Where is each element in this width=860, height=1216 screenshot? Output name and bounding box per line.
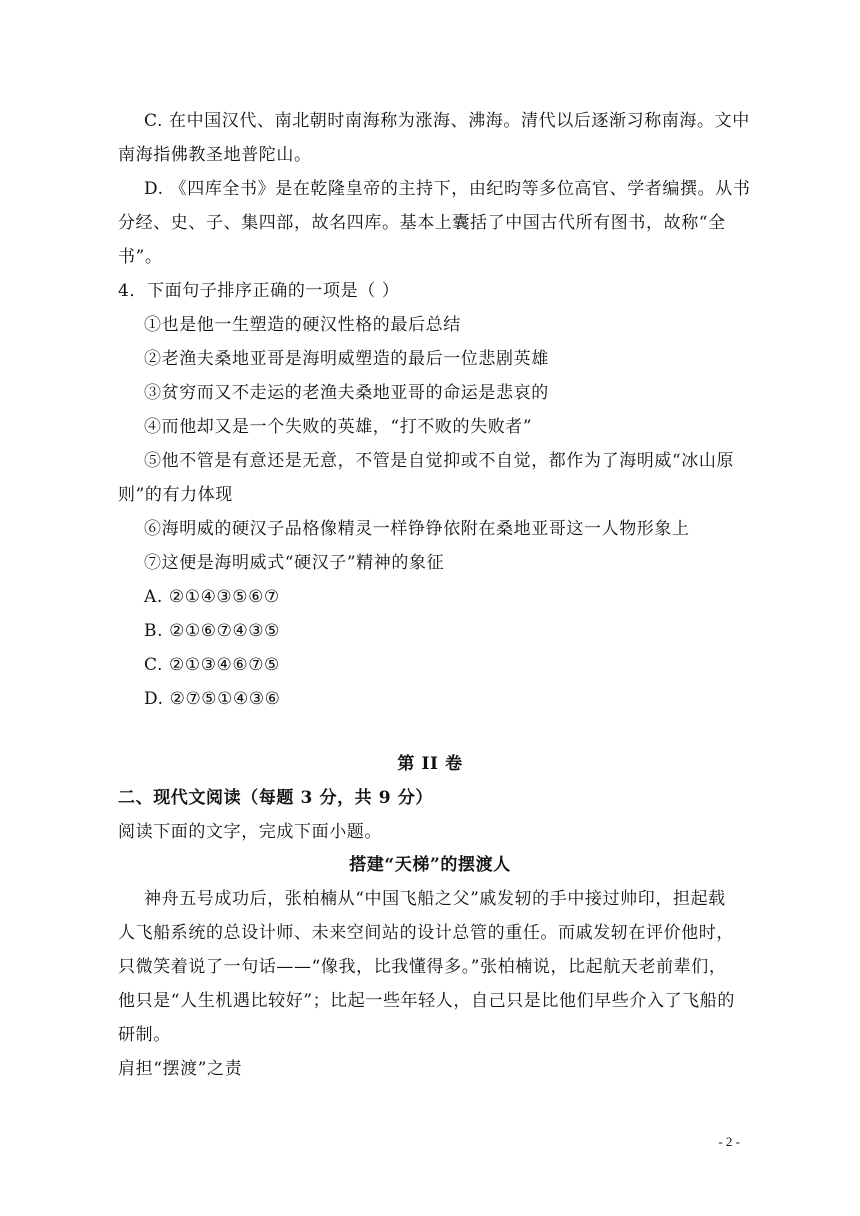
q4-option-a: A. ②①④③⑤⑥⑦: [144, 587, 280, 607]
question-4-stem: 4．下面句子排序正确的一项是（ ）: [118, 281, 400, 301]
article-subheading: 肩担“摆渡”之责: [118, 1059, 243, 1079]
sentence-2: ②老渔夫桑地亚哥是海明威塑造的最后一位悲剧英雄: [144, 349, 549, 369]
option-d-line-3: 书”。: [118, 247, 163, 267]
sentence-5-cont: 则”的有力体现: [118, 485, 233, 505]
q4-option-d: D. ②⑦⑤①④③⑥: [144, 689, 281, 709]
sentence-1: ①也是他一生塑造的硬汉性格的最后总结: [144, 315, 461, 335]
article-line-1: 神舟五号成功后，张柏楠从“中国飞船之父”戚发轫的手中接过帅印，担起载: [144, 889, 726, 909]
sentence-5: ⑤他不管是有意还是无意，不管是自觉抑或不自觉，都作为了海明威“冰山原: [144, 451, 735, 471]
sentence-7: ⑦这便是海明威式“硬汉子”精神的象征: [144, 553, 445, 573]
option-c-line-1: C. 在中国汉代、南北朝时南海称为涨海、沸海。清代以后逐渐习称南海。文中: [144, 111, 750, 131]
reading-instruction: 阅读下面的文字，完成下面小题。: [118, 822, 382, 842]
option-c-line-2: 南海指佛教圣地普陀山。: [118, 145, 312, 165]
option-d-line-1: D. 《四库全书》是在乾隆皇帝的主持下，由纪昀等多位高官、学者编撰。从书: [144, 179, 751, 199]
article-line-5: 研制。: [118, 1025, 171, 1045]
article-line-3: 只微笑着说了一句话——“像我，比我懂得多。”张柏楠说，比起航天老前辈们，: [118, 957, 727, 977]
sentence-3: ③贫穷而又不走运的老渔夫桑地亚哥的命运是悲哀的: [144, 383, 549, 403]
q4-option-b: B. ②①⑥⑦④③⑤: [144, 621, 280, 641]
article-line-2: 人飞船系统的总设计师、未来空间站的设计总管的重任。而戚发轫在评价他时，: [118, 923, 734, 943]
option-d-line-2: 分经、史、子、集四部，故名四库。基本上囊括了中国古代所有图书，故称“全: [118, 213, 726, 233]
article-line-4: 他只是“人生机遇比较好”；比起一些年轻人，自己只是比他们早些介入了飞船的: [118, 991, 735, 1011]
article-title: 搭建“天梯”的摆渡人: [349, 855, 511, 875]
page-number: - 2 -: [718, 1134, 740, 1149]
sentence-6: ⑥海明威的硬汉子品格像精灵一样铮铮依附在桑地亚哥这一人物形象上: [144, 519, 690, 539]
sentence-4: ④而他却又是一个失败的英雄，“打不败的失败者”: [144, 417, 533, 437]
volume-title: 第 II 卷: [397, 754, 463, 774]
q4-option-c: C. ②①③④⑥⑦⑤: [144, 655, 280, 675]
section-heading: 二、现代文阅读（每题 3 分，共 9 分）: [118, 788, 433, 808]
